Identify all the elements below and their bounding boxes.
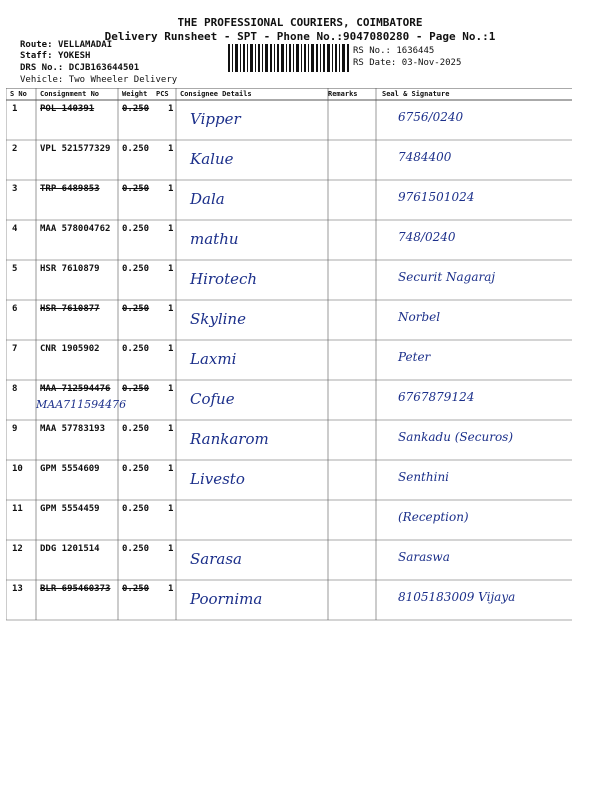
- company-title: THE PROFESSIONAL COURIERS, COIMBATORE: [177, 16, 423, 29]
- row-weight: 0.250: [122, 544, 150, 554]
- row-signature: Sankadu (Securos): [398, 430, 514, 444]
- row-consignee: Skyline: [190, 310, 246, 328]
- row-sno: 3: [12, 184, 18, 194]
- row-consignee: Poornima: [190, 590, 263, 608]
- row-consignee: mathu: [190, 230, 239, 248]
- col-header-consignment: Consignment No: [40, 90, 100, 98]
- row-consignment-no: BLR 695460373: [40, 584, 111, 594]
- row-sno: 1: [12, 104, 18, 114]
- row-consignment-no: POL 140391: [40, 104, 95, 114]
- row-weight: 0.250: [122, 104, 150, 114]
- row-weight: 0.250: [122, 184, 150, 194]
- row-consignment-no: DDG 1201514: [40, 544, 100, 554]
- row-signature: 6767879124: [398, 390, 475, 404]
- col-header-weight: Weight: [122, 90, 148, 98]
- row-pcs: 1: [168, 344, 174, 354]
- row-consignment-no: CNR 1905902: [40, 344, 100, 354]
- row-consignee: Livesto: [190, 470, 245, 488]
- row-pcs: 1: [168, 424, 174, 434]
- row-consignment-no: VPL 521577329: [40, 144, 111, 154]
- row-weight: 0.250: [122, 584, 150, 594]
- row-signature: Norbel: [398, 310, 441, 324]
- row-consignment-no: HSR 7610877: [40, 304, 100, 314]
- row-weight: 0.250: [122, 224, 150, 234]
- rs-number: RS No.: 1636445: [353, 46, 435, 56]
- row-pcs: 1: [168, 184, 174, 194]
- row-pcs: 1: [168, 584, 174, 594]
- row-consignment-no: GPM 5554609: [40, 464, 100, 474]
- row-signature: (Reception): [398, 510, 469, 524]
- row-pcs: 1: [168, 544, 174, 554]
- row-weight: 0.250: [122, 264, 150, 274]
- row-sno: 6: [12, 304, 18, 314]
- row-sno: 2: [12, 144, 18, 154]
- row-weight: 0.250: [122, 424, 150, 434]
- row-weight: 0.250: [122, 464, 150, 474]
- row-consignee: Vipper: [190, 110, 241, 128]
- row-consignment-no: HSR 7610879: [40, 264, 100, 274]
- col-header-seal: Seal & Signature: [382, 90, 450, 98]
- row-consignee: Hirotech: [190, 270, 258, 288]
- row-sno: 8: [12, 384, 18, 394]
- row-consignee: Rankarom: [190, 430, 269, 448]
- row-signature: Peter: [398, 350, 431, 364]
- row-signature: 748/0240: [398, 230, 456, 244]
- vehicle-line: Vehicle: Two Wheeler Delivery: [20, 75, 178, 85]
- row-signature: Saraswa: [398, 550, 450, 564]
- row-pcs: 1: [168, 144, 174, 154]
- row-sno: 12: [12, 544, 23, 554]
- row-pcs: 1: [168, 384, 174, 394]
- runsheet-subtitle: Delivery Runsheet - SPT - Phone No.:9047080280 - Page No.:1: [104, 30, 496, 43]
- row-pcs: 1: [168, 224, 174, 234]
- row-signature: 6756/0240: [398, 110, 464, 124]
- row-signature: 9761501024: [398, 190, 475, 204]
- row-pcs: 1: [168, 304, 174, 314]
- row-consignment-no: MAA 57783193: [40, 424, 106, 434]
- col-header-sno: S No: [10, 90, 27, 98]
- rs-date: RS Date: 03-Nov-2025: [353, 58, 462, 68]
- row-signature: 8105183009 Vijaya: [398, 590, 516, 604]
- row-weight: 0.250: [122, 344, 150, 354]
- row-pcs: 1: [168, 104, 174, 114]
- col-header-pcs: PCS: [156, 90, 169, 98]
- row-sno: 9: [12, 424, 18, 434]
- runsheet-table: [6, 88, 572, 624]
- row-handwritten-note: MAA711594476: [36, 398, 127, 411]
- row-pcs: 1: [168, 464, 174, 474]
- row-consignee: Sarasa: [190, 550, 242, 568]
- row-sno: 7: [12, 344, 18, 354]
- row-consignee: Dala: [190, 190, 225, 208]
- row-sno: 4: [12, 224, 18, 234]
- row-weight: 0.250: [122, 304, 150, 314]
- row-weight: 0.250: [122, 144, 150, 154]
- row-sno: 11: [12, 504, 23, 514]
- row-consignment-no: GPM 5554459: [40, 504, 100, 514]
- row-signature: Senthini: [398, 470, 450, 484]
- row-signature: Securit Nagaraj: [398, 270, 496, 284]
- col-header-consignee: Consignee Details: [180, 90, 252, 98]
- row-signature: 7484400: [398, 150, 452, 164]
- staff-line: Staff: YOKESH: [20, 51, 91, 61]
- row-sno: 5: [12, 264, 18, 274]
- barcode-icon: [228, 44, 350, 72]
- drs-line: DRS No.: DCJB163644501: [20, 63, 140, 73]
- row-consignment-no: TRP 6489853: [40, 184, 100, 194]
- row-sno: 10: [12, 464, 23, 474]
- col-header-remarks: Remarks: [328, 90, 358, 98]
- row-consignee: Cofue: [190, 390, 235, 408]
- route-line: Route: VELLAMADAI: [20, 40, 113, 50]
- row-pcs: 1: [168, 264, 174, 274]
- row-weight: 0.250: [122, 384, 150, 394]
- row-consignment-no: MAA 712594476: [40, 384, 111, 394]
- row-consignee: Laxmi: [190, 350, 237, 368]
- row-pcs: 1: [168, 504, 174, 514]
- row-sno: 13: [12, 584, 23, 594]
- row-consignee: Kalue: [190, 150, 234, 168]
- row-consignment-no: MAA 578004762: [40, 224, 111, 234]
- row-weight: 0.250: [122, 504, 150, 514]
